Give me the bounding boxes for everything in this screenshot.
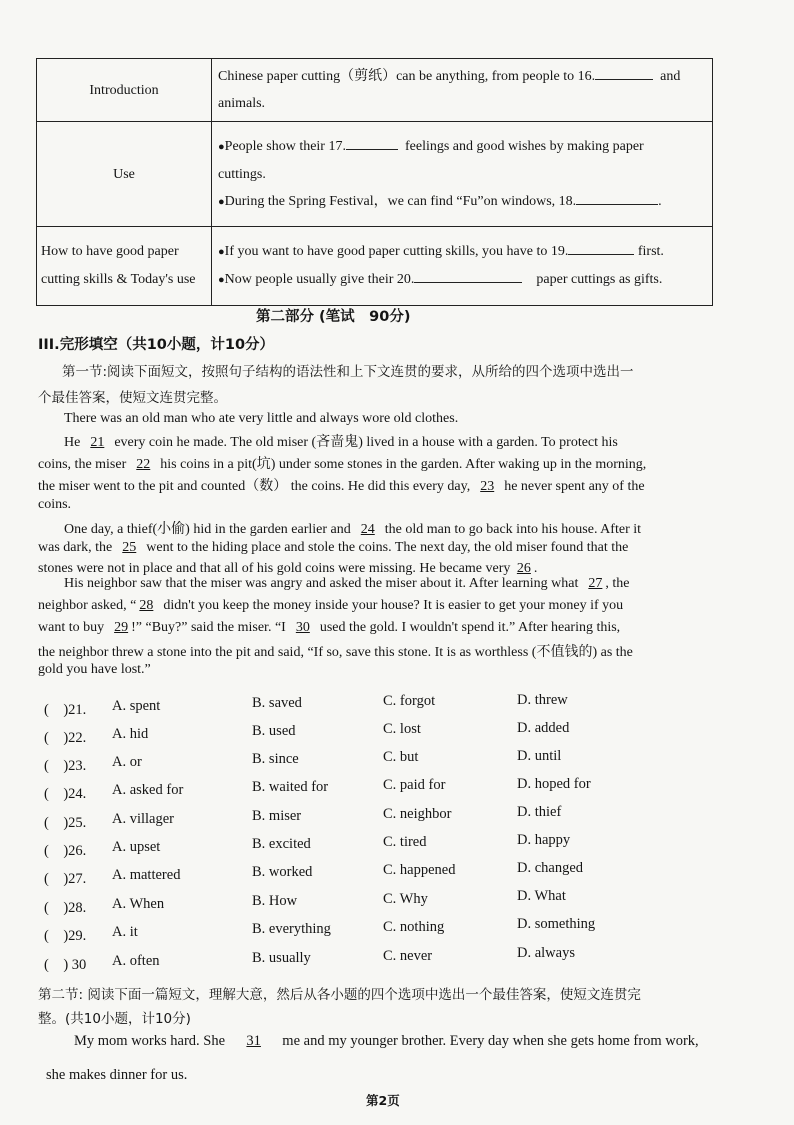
- question-number: ( )24.: [44, 786, 87, 802]
- question-number: ( )26.: [44, 843, 87, 859]
- option-d[interactable]: D. changed: [517, 860, 584, 876]
- option-a[interactable]: A. spent: [112, 698, 161, 714]
- option-b[interactable]: B. excited: [252, 836, 311, 852]
- row-label: Introduction: [37, 59, 212, 122]
- page-number: 第2页: [366, 1093, 400, 1108]
- row-content: ●If you want to have good paper cutting skills, you have to 19. first. ●Now people usually give their 20. paper cuttings as gifts.: [212, 227, 713, 306]
- option-a[interactable]: A. asked for: [112, 782, 184, 798]
- blank-17[interactable]: [346, 135, 398, 150]
- blank-28[interactable]: 28: [139, 598, 154, 613]
- option-a[interactable]: A. mattered: [112, 867, 181, 883]
- part-title: 第二部分 (笔试 90分): [256, 309, 411, 325]
- blank-18[interactable]: [576, 190, 658, 205]
- option-c[interactable]: C. Why: [383, 891, 428, 907]
- instruction: 整。(共10小题，计10分): [38, 1011, 191, 1027]
- option-d[interactable]: D. until: [517, 748, 562, 764]
- exam-page: Introduction Chinese paper cutting（剪纸）can be anything, from people to 16. and animals. Use ●People show their 17. feelings and good wishes by making paper cuttings. ●During the Spring Festival，we can find “Fu”on windows, 18. . How to have good paper cutting skills & Today's use ●If you want to have good paper cutting skills, you have to 19. first. ●Now people usually give their 20. paper cuttings as gifts. 第二部分 (笔试 90分) III.完形填空（共10小题，计10分） 第一节:阅读下面短文，按照句子结构的语法性和上下文连贯的要求，从所给的四个选项中选出一 个最佳答案，使短文连贯完整。 There was an old man who ate very little and always wore old clothes. He 21 every coin he made. The old miser (吝啬鬼) lived in a house with a garden. To protect his coins, the miser 22 his coins in a pit(坑) under some stones in the garden. After waking up in the morning, the miser went to the pit and counted（数） the coins. He did this every day, 23 he never spent any of the coins. One day, a thief(小偷) hid in the garden earlier and 24 the old man to go back into his house. After it was dark, the 25 went to the hiding place and stole the coins. The next day, the old miser found that the stones were not in place and that all of his gold coins were missing. He became very 26 . His neighbor saw that the miser was angry and asked the miser about it. After learning what 27 , the neighbor asked, “ 28 didn't you keep the money inside your house? It is easier to get your money if you want to buy 29 !” “Buy?” said the miser. “I 30 used the gold. I wouldn't spend it.” After hearing this, the neighbor threw a stone into the pit and said, “If so, save this stone. It is as worthless (不值钱的) as the gold you have lost.” ( )21. A. spent B. saved C. forgot D. threw ( )22. A. hid B. used C. lost D. added ( )23. A. or B. since C. but D. until ( )24. A. asked for B. waited for C. paid for D. hoped for ( )25. A. villager B. miser C. neighbor D. thief ( )26. A. upset B. excited C. tired D. happy ( )27. A. mattered B. worked C. happened D. changed ( )28. A. When B. How C. Why D. What ( )29. A. it B. everything C. nothing D. something ( ) 30 A. often B. usually C. never D. always 第二节: 阅读下面一篇短文，理解大意，然后从各小题的四个选项中选出一个最佳答案，使短文连贯完 整。(共10小题，计10分) My mom works hard. She 31 me and my younger brother. Every day when she gets home from work, she makes dinner for us. 第2页: [0, 0, 794, 1125]
- bullet-icon: ●: [218, 246, 225, 258]
- option-a[interactable]: A. or: [112, 754, 142, 770]
- blank-25[interactable]: 25: [122, 540, 137, 555]
- table-row: [37, 59, 713, 122]
- notes-table: [36, 58, 713, 306]
- option-c[interactable]: C. nothing: [383, 919, 445, 935]
- blank-21[interactable]: 21: [90, 435, 105, 450]
- option-b[interactable]: B. saved: [252, 695, 302, 711]
- question-number: ( )21.: [44, 702, 87, 718]
- option-d[interactable]: D. something: [517, 916, 596, 932]
- question-number: ( ) 30: [44, 957, 87, 973]
- option-d[interactable]: D. threw: [517, 692, 568, 708]
- instruction: 个最佳答案，使短文连贯完整。: [38, 390, 227, 406]
- blank-20[interactable]: [414, 268, 522, 283]
- question-number: ( )25.: [44, 815, 87, 831]
- option-d[interactable]: D. always: [517, 945, 575, 961]
- row-content: ●People show their 17. feelings and good wishes by making paper cuttings. ●During the Spring Festival，we can find “Fu”on windows, 18. .: [212, 122, 713, 227]
- option-d[interactable]: D. thief: [517, 804, 562, 820]
- bullet-icon: ●: [218, 140, 225, 153]
- option-b[interactable]: B. worked: [252, 864, 313, 880]
- question-number: ( )29.: [44, 928, 87, 944]
- option-c[interactable]: C. neighbor: [383, 806, 452, 822]
- passage2-line: she makes dinner for us.: [46, 1067, 188, 1083]
- option-c[interactable]: C. but: [383, 749, 419, 765]
- blank-22[interactable]: 22: [136, 457, 151, 472]
- passage2-line: My mom works hard. She 31 me and my younger brother. Every day when she gets home from work,: [74, 1033, 699, 1049]
- option-b[interactable]: B. How: [252, 893, 298, 909]
- bullet-icon: ●: [218, 274, 225, 286]
- option-c[interactable]: C. tired: [383, 834, 427, 850]
- option-b[interactable]: B. miser: [252, 808, 302, 824]
- option-d[interactable]: D. hoped for: [517, 776, 591, 792]
- option-b[interactable]: B. usually: [252, 950, 311, 966]
- option-c[interactable]: C. happened: [383, 862, 456, 878]
- option-a[interactable]: A. upset: [112, 839, 161, 855]
- question-number: ( )28.: [44, 900, 87, 916]
- option-c[interactable]: C. forgot: [383, 693, 436, 709]
- blank-27[interactable]: 27: [588, 576, 603, 591]
- option-c[interactable]: C. lost: [383, 721, 421, 737]
- option-a[interactable]: A. When: [112, 896, 165, 912]
- question-number: ( )22.: [44, 730, 87, 746]
- option-a[interactable]: A. often: [112, 953, 160, 969]
- row-content: Chinese paper cutting（剪纸）can be anything, from people to 16. and animals.: [212, 59, 713, 122]
- blank-24[interactable]: 24: [360, 522, 375, 537]
- blank-31[interactable]: 31: [246, 1033, 261, 1049]
- question-number: ( )27.: [44, 871, 87, 887]
- blank-19[interactable]: [568, 240, 634, 255]
- option-c[interactable]: C. paid for: [383, 777, 446, 793]
- blank-23[interactable]: 23: [480, 479, 495, 494]
- table-row: [37, 227, 713, 306]
- row-label: How to have good paper cutting skills & Today's use: [37, 227, 212, 306]
- option-a[interactable]: A. villager: [112, 811, 175, 827]
- option-a[interactable]: A. hid: [112, 726, 149, 742]
- blank-16[interactable]: [595, 65, 653, 80]
- instruction: 第一节:阅读下面短文，按照句子结构的语法性和上下文连贯的要求，从所给的四个选项中选出一: [62, 364, 634, 380]
- bullet-icon: ●: [218, 195, 225, 208]
- option-b[interactable]: B. used: [252, 723, 296, 739]
- row-label: Use: [37, 122, 212, 227]
- table-row: [37, 122, 713, 227]
- instruction: 第二节: 阅读下面一篇短文，理解大意，然后从各小题的四个选项中选出一个最佳答案，使短文连贯完: [38, 987, 641, 1003]
- option-d[interactable]: D. What: [517, 888, 566, 904]
- blank-29[interactable]: 29: [114, 620, 129, 635]
- section-title: III.完形填空（共10小题，计10分）: [38, 337, 275, 353]
- option-d[interactable]: D. happy: [517, 832, 571, 848]
- option-d[interactable]: D. added: [517, 720, 570, 736]
- option-a[interactable]: A. it: [112, 924, 138, 940]
- blank-30[interactable]: 30: [295, 620, 310, 635]
- option-b[interactable]: B. everything: [252, 921, 331, 937]
- blank-26[interactable]: 26: [516, 561, 531, 576]
- question-number: ( )23.: [44, 758, 87, 774]
- option-b[interactable]: B. waited for: [252, 779, 329, 795]
- option-c[interactable]: C. never: [383, 948, 433, 964]
- option-b[interactable]: B. since: [252, 751, 299, 767]
